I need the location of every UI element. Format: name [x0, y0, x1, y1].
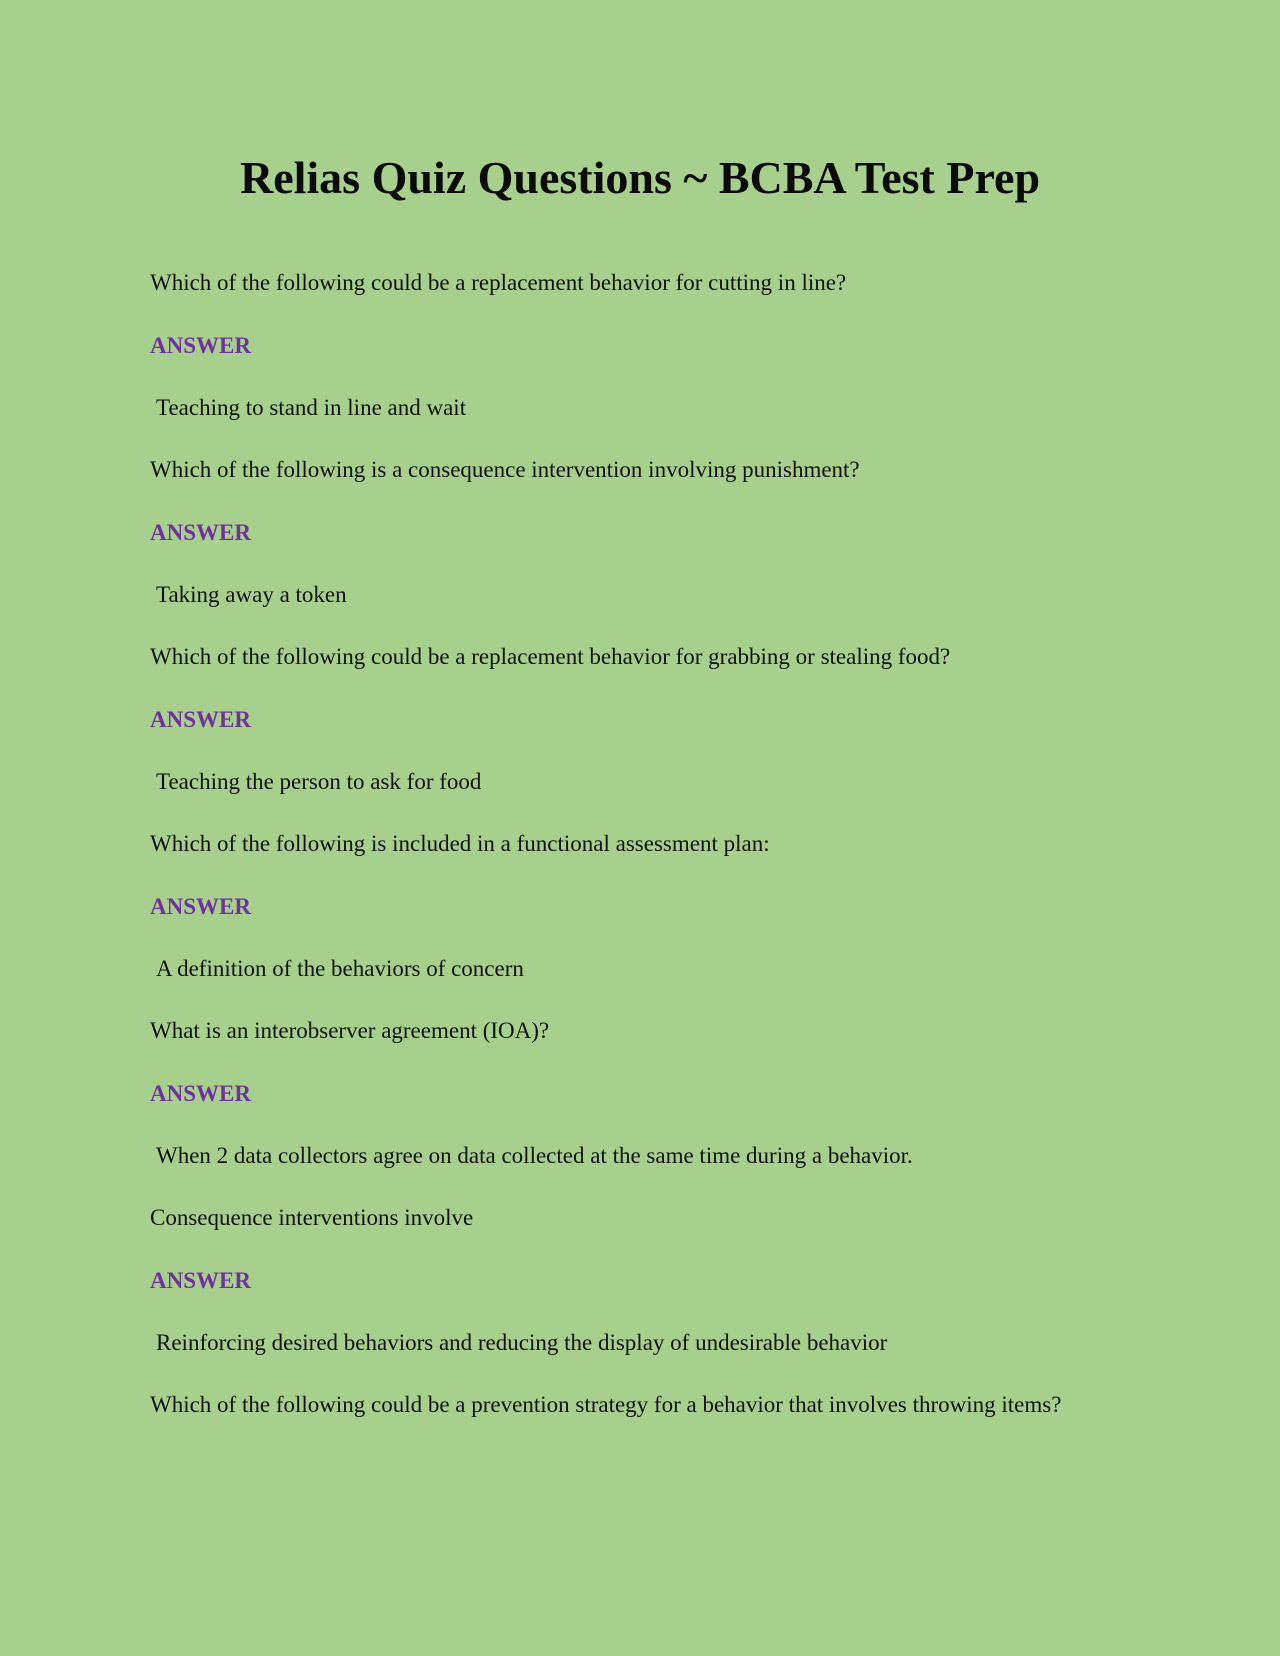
answer-text: A definition of the behaviors of concern — [156, 956, 524, 981]
answer-text: Reinforcing desired behaviors and reducing the display of undesirable behavior — [156, 1330, 888, 1355]
answer-label: ANSWER — [150, 333, 251, 358]
question-text: Which of the following is included in a functional assessment plan: — [150, 831, 770, 856]
answer-text: When 2 data collectors agree on data collected at the same time during a behavior. — [156, 1143, 913, 1168]
question-text: Which of the following is a consequence intervention involving punishment? — [150, 457, 860, 482]
answer-label: ANSWER — [150, 520, 251, 545]
answer-text: Teaching the person to ask for food — [156, 769, 482, 794]
answer-text: Teaching to stand in line and wait — [156, 395, 467, 420]
page-title: Relias Quiz Questions ~ BCBA Test Prep — [239, 152, 1041, 203]
question-text: Which of the following could be a replacement behavior for grabbing or stealing food? — [150, 644, 951, 669]
answer-label: ANSWER — [150, 1268, 251, 1293]
answer-label: ANSWER — [150, 1081, 251, 1106]
question-text: Consequence interventions involve — [150, 1205, 474, 1230]
answer-label: ANSWER — [150, 707, 251, 732]
qa-list — [150, 268, 1090, 1453]
answer-label: ANSWER — [150, 894, 251, 919]
question-text: Which of the following could be a replacement behavior for cutting in line? — [150, 270, 847, 295]
final-question-text: Which of the following could be a prevention strategy for a behavior that involves throwing items? — [150, 1392, 1062, 1417]
question-text: What is an interobserver agreement (IOA)? — [150, 1018, 550, 1043]
answer-text: Taking away a token — [156, 582, 347, 607]
